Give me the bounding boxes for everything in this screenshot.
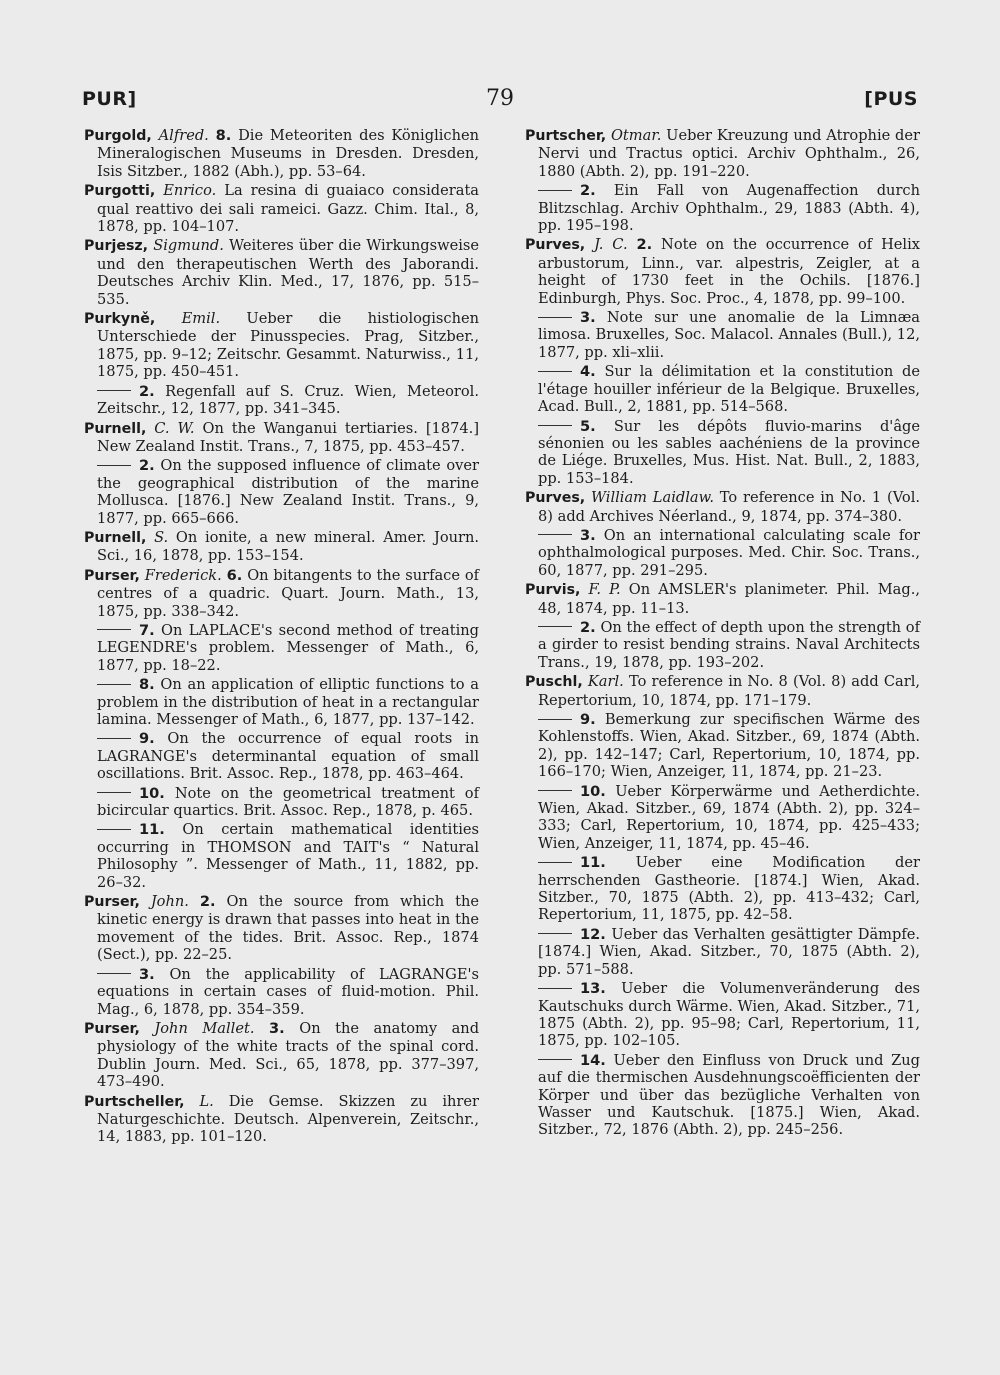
entry-author: Purves, — [525, 490, 586, 507]
entry-text: On bitangents to the surface of centres of a quadric. Quart. Journ. Math., 13, 1875, pp. 338–342. — [97, 566, 480, 620]
entry-given-name: S. — [154, 528, 169, 546]
entry-text: Ueber den Einfluss von Druck und Zug auf die thermischen Ausdehnungscoëfficienten der Körper und über das bezügliche Verhalten von Wasser und Kautschuk. [1875.] Wien, Akad. Sitzber., 72, 1876 (Abth. 2), pp. 245–256. — [538, 1051, 921, 1139]
entry-text: Note sur une anomalie de la Limnæa limosa. Bruxelles, Soc. Malacol. Annales (Bull.), 12, 1877, pp. xli–xlii. — [538, 309, 920, 361]
entry-text: On an international calculating scale for ophthalmological purposes. Med. Chir. Soc. Trans., 60, 1877, pp. 291–295. — [538, 526, 920, 579]
entry-given-name: L. — [199, 1092, 214, 1110]
entry-number: 12. — [580, 925, 606, 943]
running-head — [82, 84, 918, 118]
catalogue-entry — [84, 383, 479, 418]
entry-author: Purnell, — [84, 529, 147, 546]
entry-text: Bemerkung zur specifischen Wärme des Kohlenstoffs. Wien, Akad. Sitzber., 69, 1874 (Abth. 2), pp. 142–147; Carl, Repertorium, 10, 1874, pp. 166–170; Wien, Anzeiger, 11, 1874, pp. 21–23. — [538, 711, 921, 781]
ditto-dash — [538, 425, 572, 426]
catalogue-entry — [525, 418, 920, 488]
entry-text: Ueber das Verhalten gesättigter Dämpfe. [1874.] Wien, Akad. Sitzber., 70, 1875 (Abth. 2), pp. 571–588. — [538, 925, 921, 978]
running-head-left: PUR] — [82, 88, 137, 110]
ditto-dash — [97, 465, 131, 466]
entry-number: 2. — [139, 382, 155, 400]
catalogue-entry — [525, 854, 920, 924]
entry-text: Ueber eine Modification der herrschenden Gastheorie. [1874.] Wien, Akad. Sitzber., 70, 1875 (Abth. 2), pp. 413–432; Carl, Repertorium, 11, 1875, pp. 42–58. — [538, 854, 921, 924]
page-number: 79 — [486, 86, 514, 111]
entry-number: 9. — [580, 711, 596, 728]
entry-text: Note on the occurrence of Helix arbustorum, Linn., var. alpestris, Zeigler, at a height of 1730 feet in the Ochils. [1876.] Edinburgh, Phys. Soc. Proc., 4, 1878, pp. 99–100. — [538, 236, 920, 307]
entry-number: 3. — [580, 309, 596, 327]
ditto-dash — [538, 933, 572, 934]
entry-given-name: John. — [150, 893, 189, 911]
catalogue-entry — [525, 673, 920, 709]
entry-number: 10. — [139, 784, 165, 802]
catalogue-entry — [525, 363, 920, 415]
entry-text: Die Gemse. Skizzen zu ihrer Naturgeschichte. Deutsch. Alpenverein, Zeitschr., 14, 1883, pp. 101–120. — [97, 1092, 480, 1146]
entry-text: Ein Fall von Augenaffection durch Blitzschlag. Archiv Ophthalm., 29, 1883 (Abth. 4), pp. 195–198. — [538, 182, 920, 235]
entry-text: Die Meteoriten des Königlichen Mineralogischen Museums in Dresden. Dresden, Isis Sitzber., 1882 (Abh.), pp. 53–64. — [97, 127, 480, 180]
entry-text: On LAPLACE's second method of treating LEGENDRE's problem. Messenger of Math., 6, 1877, pp. 18–22. — [97, 621, 480, 674]
entry-given-name: Karl. — [587, 673, 624, 691]
catalogue-entry — [525, 127, 920, 180]
catalogue-entry — [84, 420, 479, 456]
catalogue-entry — [525, 309, 920, 361]
catalogue-entry — [84, 567, 479, 620]
entry-text: Ueber Körperwärme und Aetherdichte. Wien, Akad. Sitzber., 69, 1874 (Abth. 2), pp. 324–333; Carl, Repertorium, 10, 1874, pp. 425–433; Wien, Anzeiger, 11, 1874, pp. 45–46. — [538, 782, 921, 852]
entry-number: 4. — [580, 363, 596, 381]
entry-number: 5. — [580, 417, 596, 435]
catalogue-entry — [84, 1020, 479, 1091]
entry-text: On the occurrence of equal roots in LAGRANGE's determinantal equation of small oscillations. Brit. Assoc. Rep., 1878, pp. 463–464. — [97, 730, 479, 783]
entry-text: On the source from which the kinetic energy is drawn that passes into heat in the movement of the tides. Brit. Assoc. Rep., 1874 (Sect.), pp. 22–25. — [97, 893, 480, 964]
entry-text: On the anatomy and physiology of the white tracts of the spinal cord. Dublin Journ. Med. Sci., 65, 1878, pp. 377–397, 473–490. — [97, 1019, 480, 1091]
ditto-dash — [97, 684, 131, 685]
entry-author: Purtscheller, — [84, 1093, 185, 1110]
entry-text: La resina di guaiaco considerata qual reattivo dei sali rameici. Gazz. Chim. Ital., 8, 1878, pp. 104–107. — [97, 182, 480, 236]
ditto-dash — [538, 190, 572, 191]
left-column — [84, 127, 479, 1148]
entry-author: Purnell, — [84, 420, 147, 437]
entry-given-name: Sigmund. — [153, 237, 224, 255]
entry-text: Ueber Kreuzung und Atrophie der Nervi und Tractus optici. Archiv Ophthalm., 26, 1880 (Abth. 2), pp. 191–220. — [538, 127, 920, 180]
entry-number: 14. — [580, 1051, 606, 1069]
entry-text: On AMSLER's planimeter. Phil. Mag., 48, 1874, pp. 11–13. — [538, 581, 920, 617]
entry-text: Note on the geometrical treatment of bicircular quartics. Brit. Assoc. Rep., 1878, p. 465. — [97, 784, 479, 820]
entry-number: 2. — [580, 182, 596, 200]
entry-number: 11. — [139, 821, 165, 839]
entry-given-name: John Mallet. — [154, 1019, 255, 1037]
ditto-dash — [97, 829, 131, 830]
entry-given-name: J. C. — [594, 236, 628, 254]
entry-author: Purtscher, — [525, 128, 607, 144]
entry-number: 3. — [580, 526, 596, 544]
catalogue-entry — [84, 310, 479, 381]
ditto-dash — [538, 534, 572, 535]
catalogue-entry — [84, 529, 479, 565]
entry-text: On the effect of depth upon the strength of a girder to resist bending strains. Naval Architects Trans., 19, 1878, pp. 193–202. — [538, 618, 920, 671]
catalogue-entry — [525, 581, 920, 617]
entry-text: Regenfall auf S. Cruz. Wien, Meteorol. Zeitschr., 12, 1877, pp. 341–345. — [97, 382, 479, 418]
ditto-dash — [97, 390, 131, 391]
catalogue-entry — [84, 127, 479, 180]
entry-author: Purjesz, — [84, 238, 149, 255]
entry-number: 2. — [580, 618, 596, 636]
ditto-dash — [97, 629, 131, 630]
catalogue-entry — [84, 457, 479, 527]
entry-number: 10. — [580, 782, 606, 800]
entry-number: 9. — [139, 730, 155, 748]
entry-given-name: Emil. — [181, 310, 221, 328]
entry-author: Purser, — [84, 1020, 140, 1037]
entry-given-name: Frederick. — [144, 566, 222, 584]
ditto-dash — [538, 626, 572, 627]
catalogue-entry — [525, 1052, 920, 1139]
entry-number: 2. — [139, 457, 155, 475]
catalogue-entry — [84, 676, 479, 728]
entry-text: Weiteres über die Wirkungsweise und den therapeutischen Werth des Jaborandi. Deutsches Archiv Klin. Med., 17, 1876, pp. 515–535. — [97, 237, 480, 308]
entry-number: 3. — [139, 965, 155, 983]
catalogue-entry — [84, 622, 479, 674]
catalogue-entry — [525, 527, 920, 579]
entry-given-name: William Laidlaw. — [591, 489, 714, 507]
ditto-dash — [538, 371, 572, 372]
catalogue-entry — [525, 980, 920, 1050]
entry-text: On an application of elliptic functions to a problem in the distribution of heat in a rectangular lamina. Messenger of Math., 6, 1877, pp. 137–142. — [97, 676, 479, 728]
right-column — [525, 127, 920, 1148]
entry-text: On the supposed influence of climate over the geographical distribution of the marine Mollusca. [1876.] New Zealand Instit. Trans., 9, 1877, pp. 665–666. — [97, 457, 479, 527]
catalogue-entry — [84, 1093, 479, 1146]
catalogue-entry — [525, 182, 920, 234]
entry-number: 7. — [139, 621, 155, 639]
catalogue-entry — [525, 711, 920, 781]
entry-number: 2. — [199, 893, 216, 911]
entry-given-name: Enrico. — [163, 182, 217, 200]
entry-author: Puschl, — [525, 674, 583, 691]
catalogue-entry — [84, 821, 479, 891]
entry-given-name: C. W. — [154, 419, 195, 437]
entry-given-name: F. P. — [588, 581, 621, 599]
entry-number: 2. — [636, 236, 653, 254]
catalogue-entry — [84, 966, 479, 1018]
entry-number: 3. — [269, 1019, 285, 1037]
catalogue-entry — [525, 783, 920, 853]
entry-given-name: Otmar. — [610, 127, 662, 144]
ditto-dash — [538, 862, 572, 863]
entry-text: Sur les dépôts fluvio-marins d'âge sénonien ou les sables aachéniens de la province de Liége. Bruxelles, Mus. Hist. Nat. Bull., 2, 1883, pp. 153–184. — [538, 417, 920, 487]
entry-author: Purgold, — [84, 128, 152, 144]
catalogue-entry — [84, 182, 479, 235]
entry-number: 13. — [580, 980, 606, 998]
ditto-dash — [97, 973, 131, 974]
catalogue-entry — [525, 619, 920, 671]
ditto-dash — [538, 719, 572, 720]
entry-text: To reference in No. 8 (Vol. 8) add Carl, Repertorium, 10, 1874, pp. 171–179. — [538, 673, 921, 709]
entry-text: Ueber die histiologischen Unterschiede der Pinusspecies. Prag, Sitzber., 1875, pp. 9–12; Zeitschr. Gesammt. Naturwiss., 11, 1875, pp. 450–451. — [97, 310, 480, 381]
entry-author: Purvis, — [525, 582, 581, 599]
catalogue-entry — [525, 926, 920, 978]
entry-text: On the Wanganui tertiaries. [1874.] New Zealand Instit. Trans., 7, 1875, pp. 453–457. — [97, 419, 480, 455]
ditto-dash — [97, 792, 131, 793]
catalogue-entry — [84, 237, 479, 308]
catalogue-entry — [84, 893, 479, 964]
catalogue-entry — [84, 730, 479, 782]
entry-given-name: Alfred. — [158, 127, 209, 144]
entry-number: 8. — [215, 127, 232, 144]
entry-text: On the applicability of LAGRANGE's equations in certain cases of fluid-motion. Phil. Mag., 6, 1878, pp. 354–359. — [97, 965, 479, 1018]
entry-number: 11. — [580, 854, 606, 872]
entry-number: 6. — [226, 566, 243, 584]
ditto-dash — [538, 790, 572, 791]
ditto-dash — [97, 738, 131, 739]
entry-author: Purkyně, — [84, 311, 156, 328]
entry-text: To reference in No. 1 (Vol. 8) add Archives Néerland., 9, 1874, pp. 374–380. — [538, 489, 921, 525]
catalogue-entry — [525, 489, 920, 525]
catalogue-entry — [84, 785, 479, 820]
two-column-body — [84, 127, 920, 1148]
entry-number: 8. — [139, 676, 155, 694]
entry-text: Sur la délimitation et la constitution de l'étage houiller inférieur de la Belgique. Bruxelles, Acad. Bull., 2, 1881, pp. 514–568. — [538, 363, 920, 416]
entry-text: On ionite, a new mineral. Amer. Journ. Sci., 16, 1878, pp. 153–154. — [97, 528, 480, 565]
entry-text: On certain mathematical identities occurring in THOMSON and TAIT's “ Natural Philosophy ”. Messenger of Math., 11, 1882, pp. 26–32. — [97, 821, 479, 891]
entry-text: Ueber die Volumenveränderung des Kautschuks durch Wärme. Wien, Akad. Sitzber., 71, 1875 (Abth. 2), pp. 95–98; Carl, Repertorium, 11, 1875, pp. 102–105. — [538, 980, 920, 1050]
entry-author: Purser, — [84, 894, 140, 911]
entry-author: Purgotti, — [84, 183, 156, 200]
ditto-dash — [538, 317, 572, 318]
catalogue-entry — [525, 236, 920, 307]
ditto-dash — [538, 1059, 572, 1060]
ditto-dash — [538, 988, 572, 989]
running-head-right: [PUS — [864, 88, 918, 110]
entry-author: Purser, — [84, 567, 140, 584]
entry-author: Purves, — [525, 237, 586, 254]
